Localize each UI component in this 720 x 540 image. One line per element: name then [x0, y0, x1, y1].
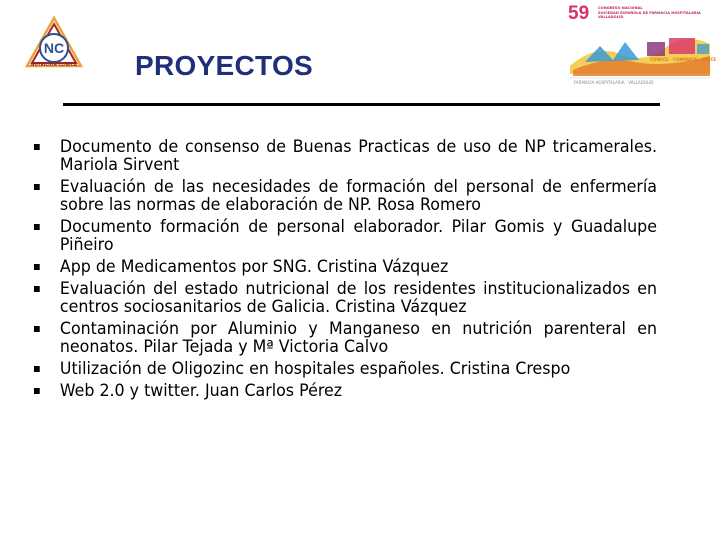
project-list	[33, 138, 657, 404]
square-bullet-icon	[34, 366, 40, 372]
list-item	[33, 218, 657, 254]
square-bullet-icon	[34, 144, 40, 150]
square-bullet-icon	[34, 388, 40, 394]
project-text: Documento de consenso de Buenas Practicas de uso de NP tricamerales. Mariola Sirvent	[59, 137, 657, 174]
project-text: Web 2.0 y twitter. Juan Carlos Pérez	[59, 381, 343, 400]
list-item	[33, 280, 657, 316]
page-title: PROYECTOS	[135, 50, 314, 81]
square-bullet-icon	[34, 224, 40, 230]
svg-text:NC: NC	[43, 40, 65, 56]
project-text: Evaluación de las necesidades de formación del personal de enfermería sobre las normas de elaboración de NP. Rosa Romero	[59, 177, 657, 214]
title-underline	[63, 103, 660, 106]
congress-organization: CONGRESO NACIONAL SOCIEDAD ESPAÑOLA DE FARMACIA HOSPITALARIA VALLADOLID	[598, 6, 701, 20]
list-item	[33, 258, 657, 276]
project-text: Utilización de Oligozinc en hospitales españoles. Cristina Crespo	[59, 359, 571, 378]
project-text: Evaluación del estado nutricional de los residentes institucionalizados en centros sociosanitarios de Galicia. Cristina Vázquez	[59, 279, 657, 316]
congress-sponsor: FARMACIA HOSPITALARIA · VALLADOLID	[574, 80, 654, 85]
square-bullet-icon	[34, 264, 40, 270]
logo-caption: NUTRICIÓN CLÍNICA	[31, 62, 77, 67]
list-item	[33, 382, 657, 400]
project-text: Contaminación por Aluminio y Manganeso en nutrición parenteral en neonatos. Pilar Tejada y Mª Victoria Calvo	[59, 319, 657, 356]
list-item	[33, 320, 657, 356]
list-item	[33, 138, 657, 174]
congress-slogan: CONOCE · COMPARTE · CRECE	[650, 57, 717, 62]
list-item	[33, 178, 657, 214]
square-bullet-icon	[34, 184, 40, 190]
project-text: App de Medicamentos por SNG. Cristina Vázquez	[59, 257, 449, 276]
congress-number: 59	[568, 3, 590, 24]
square-bullet-icon	[34, 326, 40, 332]
square-bullet-icon	[34, 286, 40, 292]
list-item	[33, 360, 657, 378]
project-text: Documento formación de personal elaborador. Pilar Gomis y Guadalupe Piñeiro	[59, 217, 657, 254]
